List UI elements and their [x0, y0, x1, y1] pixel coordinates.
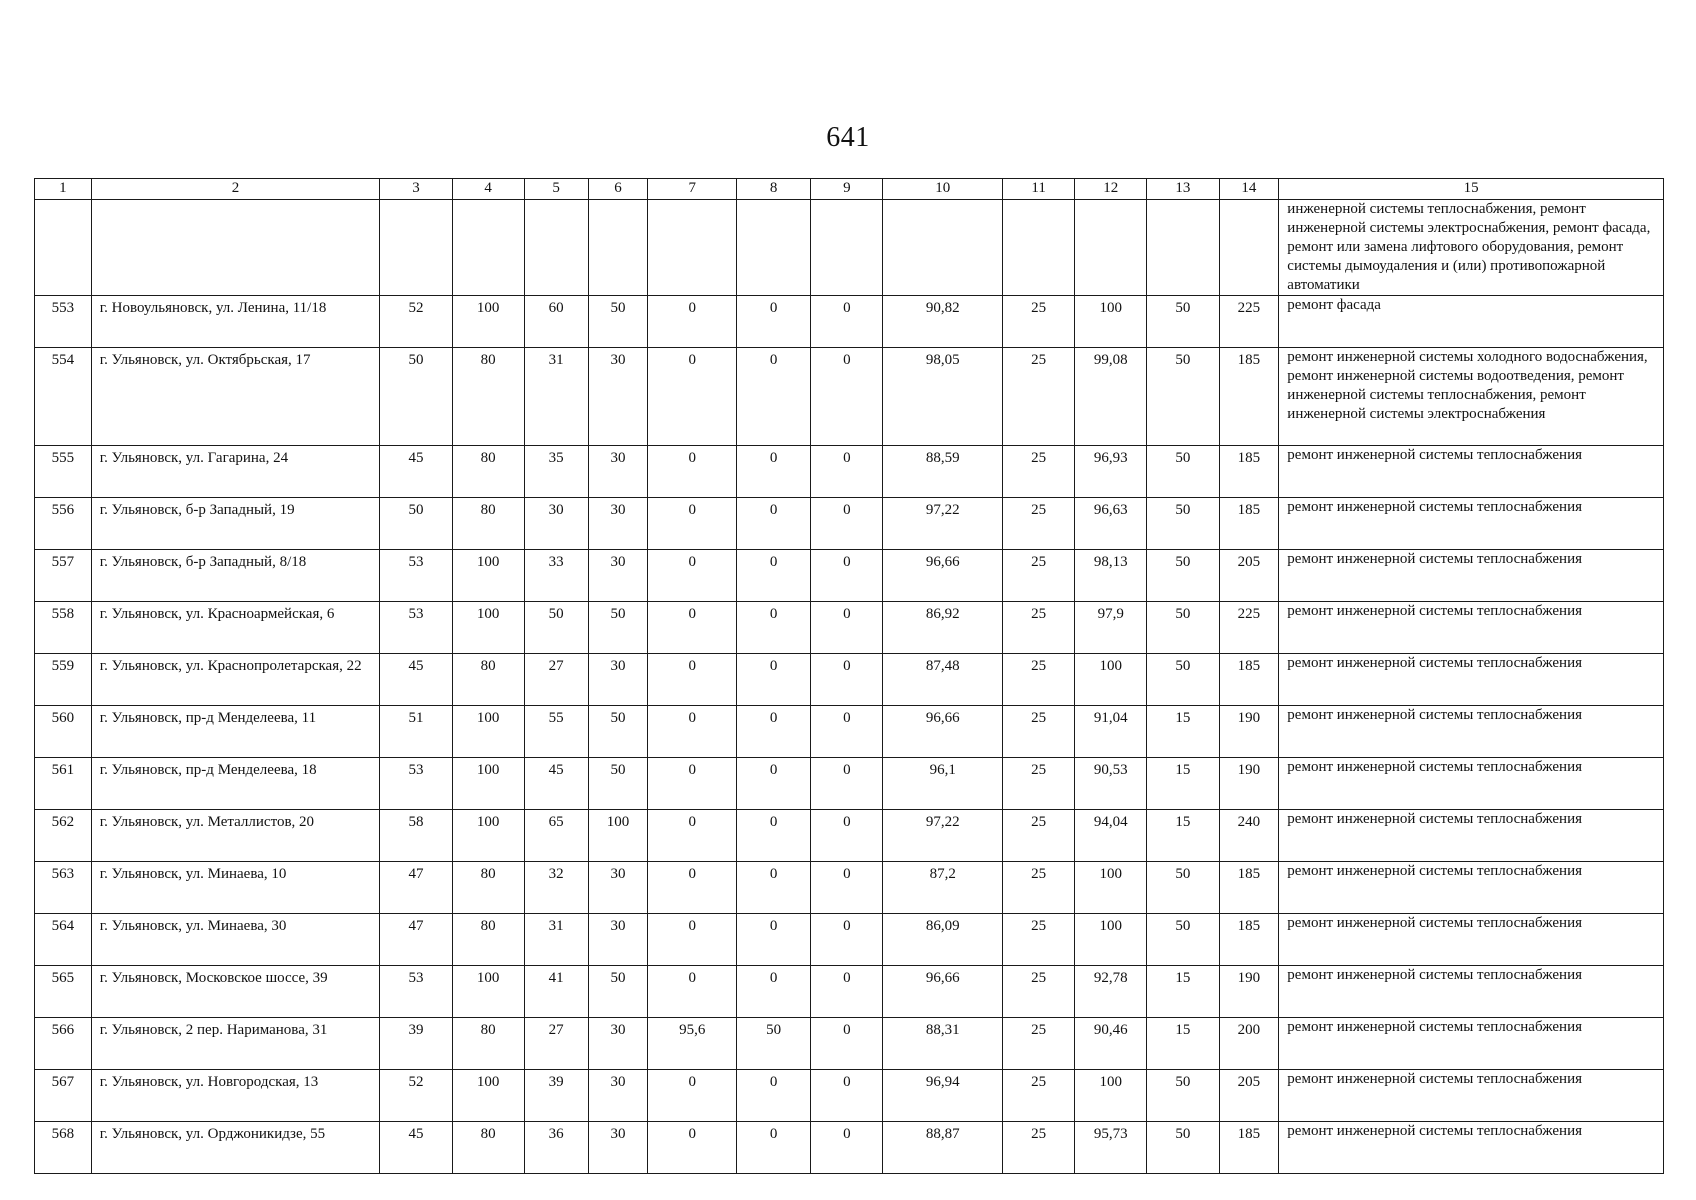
- value-cell-13: 50: [1147, 1122, 1219, 1174]
- value-cell-5: 30: [524, 498, 588, 550]
- column-header-14: 14: [1219, 179, 1279, 200]
- cell-empty: [452, 200, 524, 296]
- value-cell-10: 96,1: [883, 758, 1003, 810]
- column-header-12: 12: [1075, 179, 1147, 200]
- column-header-5: 5: [524, 179, 588, 200]
- value-cell-6: 30: [588, 654, 648, 706]
- address-cell: г. Ульяновск, ул. Минаева, 10: [91, 862, 380, 914]
- value-cell-11: 25: [1003, 966, 1075, 1018]
- value-cell-9: 0: [811, 810, 883, 862]
- row-number-cell: 568: [35, 1122, 92, 1174]
- value-cell-12: 100: [1075, 862, 1147, 914]
- value-cell-8: 0: [737, 498, 811, 550]
- value-cell-9: 0: [811, 706, 883, 758]
- column-header-8: 8: [737, 179, 811, 200]
- cell-empty: [883, 200, 1003, 296]
- table-row: [35, 810, 1664, 862]
- value-cell-10: 97,22: [883, 498, 1003, 550]
- value-cell-8: 0: [737, 602, 811, 654]
- value-cell-7: 0: [648, 1070, 737, 1122]
- value-cell-8: 0: [737, 966, 811, 1018]
- value-cell-11: 25: [1003, 1122, 1075, 1174]
- column-header-1: 1: [35, 179, 92, 200]
- value-cell-13: 15: [1147, 966, 1219, 1018]
- address-cell: г. Ульяновск, ул. Металлистов, 20: [91, 810, 380, 862]
- column-header-7: 7: [648, 179, 737, 200]
- value-cell-10: 96,66: [883, 706, 1003, 758]
- value-cell-9: 0: [811, 914, 883, 966]
- value-cell-11: 25: [1003, 1018, 1075, 1070]
- value-cell-9: 0: [811, 296, 883, 348]
- value-cell-5: 50: [524, 602, 588, 654]
- value-cell-4: 80: [452, 498, 524, 550]
- table-row: [35, 914, 1664, 966]
- column-header-11: 11: [1003, 179, 1075, 200]
- value-cell-11: 25: [1003, 914, 1075, 966]
- cell-empty: [811, 200, 883, 296]
- value-cell-7: 0: [648, 914, 737, 966]
- value-cell-3: 39: [380, 1018, 452, 1070]
- address-cell: г. Ульяновск, Московское шоссе, 39: [91, 966, 380, 1018]
- value-cell-3: 45: [380, 1122, 452, 1174]
- value-cell-8: 0: [737, 1122, 811, 1174]
- row-number-cell: 566: [35, 1018, 92, 1070]
- value-cell-13: 50: [1147, 446, 1219, 498]
- value-cell-3: 50: [380, 498, 452, 550]
- value-cell-3: 53: [380, 550, 452, 602]
- value-cell-14: 185: [1219, 348, 1279, 446]
- value-cell-5: 35: [524, 446, 588, 498]
- value-cell-12: 100: [1075, 914, 1147, 966]
- value-cell-8: 0: [737, 348, 811, 446]
- value-cell-12: 94,04: [1075, 810, 1147, 862]
- value-cell-10: 88,87: [883, 1122, 1003, 1174]
- value-cell-4: 80: [452, 1122, 524, 1174]
- address-cell: г. Ульяновск, пр-д Менделеева, 18: [91, 758, 380, 810]
- column-header-6: 6: [588, 179, 648, 200]
- value-cell-14: 205: [1219, 550, 1279, 602]
- value-cell-6: 30: [588, 1122, 648, 1174]
- value-cell-9: 0: [811, 446, 883, 498]
- value-cell-5: 39: [524, 1070, 588, 1122]
- value-cell-13: 50: [1147, 296, 1219, 348]
- column-header-15: 15: [1279, 179, 1664, 200]
- page-number: 641: [826, 122, 870, 153]
- value-cell-3: 52: [380, 1070, 452, 1122]
- value-cell-10: 86,92: [883, 602, 1003, 654]
- value-cell-7: 0: [648, 498, 737, 550]
- value-cell-6: 30: [588, 550, 648, 602]
- column-header-10: 10: [883, 179, 1003, 200]
- value-cell-5: 45: [524, 758, 588, 810]
- value-cell-9: 0: [811, 1018, 883, 1070]
- value-cell-14: 190: [1219, 966, 1279, 1018]
- table-row: [35, 602, 1664, 654]
- value-cell-10: 86,09: [883, 914, 1003, 966]
- address-cell: г. Ульяновск, б-р Западный, 19: [91, 498, 380, 550]
- value-cell-14: 240: [1219, 810, 1279, 862]
- value-cell-9: 0: [811, 348, 883, 446]
- table-row: [35, 446, 1664, 498]
- value-cell-7: 0: [648, 602, 737, 654]
- value-cell-5: 55: [524, 706, 588, 758]
- value-cell-13: 50: [1147, 862, 1219, 914]
- value-cell-6: 50: [588, 758, 648, 810]
- work-type-cell: ремонт инженерной системы теплоснабжения: [1279, 966, 1664, 1018]
- table-row: [35, 966, 1664, 1018]
- value-cell-4: 100: [452, 706, 524, 758]
- value-cell-7: 0: [648, 654, 737, 706]
- value-cell-3: 53: [380, 758, 452, 810]
- address-cell: г. Ульяновск, ул. Краснопролетарская, 22: [91, 654, 380, 706]
- work-type-cell: ремонт инженерной системы теплоснабжения: [1279, 1070, 1664, 1122]
- work-type-cell: ремонт инженерной системы теплоснабжения: [1279, 446, 1664, 498]
- repair-register-table: [34, 178, 1664, 1174]
- value-cell-14: 200: [1219, 1018, 1279, 1070]
- value-cell-5: 27: [524, 1018, 588, 1070]
- value-cell-3: 58: [380, 810, 452, 862]
- value-cell-7: 0: [648, 446, 737, 498]
- work-type-cell: ремонт инженерной системы теплоснабжения: [1279, 706, 1664, 758]
- work-type-cell: ремонт инженерной системы теплоснабжения: [1279, 758, 1664, 810]
- address-cell: г. Ульяновск, ул. Гагарина, 24: [91, 446, 380, 498]
- value-cell-13: 15: [1147, 810, 1219, 862]
- value-cell-9: 0: [811, 602, 883, 654]
- value-cell-5: 27: [524, 654, 588, 706]
- value-cell-12: 96,63: [1075, 498, 1147, 550]
- value-cell-4: 80: [452, 862, 524, 914]
- value-cell-4: 100: [452, 602, 524, 654]
- value-cell-8: 0: [737, 758, 811, 810]
- value-cell-11: 25: [1003, 758, 1075, 810]
- value-cell-14: 225: [1219, 296, 1279, 348]
- value-cell-14: 225: [1219, 602, 1279, 654]
- value-cell-6: 50: [588, 706, 648, 758]
- cell-empty: [380, 200, 452, 296]
- value-cell-7: 0: [648, 810, 737, 862]
- value-cell-8: 0: [737, 810, 811, 862]
- value-cell-6: 50: [588, 296, 648, 348]
- value-cell-8: 0: [737, 914, 811, 966]
- value-cell-7: 0: [648, 758, 737, 810]
- value-cell-5: 41: [524, 966, 588, 1018]
- value-cell-12: 98,13: [1075, 550, 1147, 602]
- work-type-cell: ремонт инженерной системы теплоснабжения: [1279, 602, 1664, 654]
- value-cell-3: 52: [380, 296, 452, 348]
- value-cell-4: 80: [452, 348, 524, 446]
- table-row: [35, 862, 1664, 914]
- value-cell-9: 0: [811, 862, 883, 914]
- row-number-cell: 554: [35, 348, 92, 446]
- column-header-9: 9: [811, 179, 883, 200]
- work-type-cell: ремонт инженерной системы теплоснабжения: [1279, 1122, 1664, 1174]
- work-type-cell: ремонт инженерной системы теплоснабжения: [1279, 810, 1664, 862]
- value-cell-13: 50: [1147, 654, 1219, 706]
- table-header: [35, 179, 1664, 200]
- address-cell: г. Ульяновск, ул. Красноармейская, 6: [91, 602, 380, 654]
- cell-empty: [91, 200, 380, 296]
- row-number-cell: 559: [35, 654, 92, 706]
- address-cell: г. Новоульяновск, ул. Ленина, 11/18: [91, 296, 380, 348]
- value-cell-9: 0: [811, 758, 883, 810]
- value-cell-11: 25: [1003, 1070, 1075, 1122]
- value-cell-8: 0: [737, 654, 811, 706]
- work-type-cell: ремонт инженерной системы теплоснабжения: [1279, 498, 1664, 550]
- value-cell-4: 80: [452, 446, 524, 498]
- value-cell-10: 96,66: [883, 550, 1003, 602]
- value-cell-7: 0: [648, 296, 737, 348]
- value-cell-3: 51: [380, 706, 452, 758]
- value-cell-10: 90,82: [883, 296, 1003, 348]
- address-cell: г. Ульяновск, ул. Минаева, 30: [91, 914, 380, 966]
- value-cell-10: 88,31: [883, 1018, 1003, 1070]
- value-cell-8: 50: [737, 1018, 811, 1070]
- value-cell-11: 25: [1003, 296, 1075, 348]
- table-row: [35, 296, 1664, 348]
- value-cell-6: 30: [588, 1070, 648, 1122]
- value-cell-11: 25: [1003, 602, 1075, 654]
- value-cell-12: 90,46: [1075, 1018, 1147, 1070]
- value-cell-14: 185: [1219, 654, 1279, 706]
- column-header-13: 13: [1147, 179, 1219, 200]
- value-cell-6: 30: [588, 862, 648, 914]
- table-row: [35, 1070, 1664, 1122]
- column-header-3: 3: [380, 179, 452, 200]
- value-cell-12: 90,53: [1075, 758, 1147, 810]
- value-cell-4: 100: [452, 296, 524, 348]
- cell-empty: [588, 200, 648, 296]
- value-cell-10: 87,2: [883, 862, 1003, 914]
- value-cell-12: 96,93: [1075, 446, 1147, 498]
- value-cell-4: 100: [452, 1070, 524, 1122]
- cell-empty: [1147, 200, 1219, 296]
- address-cell: г. Ульяновск, ул. Новгородская, 13: [91, 1070, 380, 1122]
- value-cell-8: 0: [737, 706, 811, 758]
- value-cell-11: 25: [1003, 810, 1075, 862]
- value-cell-14: 205: [1219, 1070, 1279, 1122]
- value-cell-6: 30: [588, 498, 648, 550]
- table-row: [35, 348, 1664, 446]
- value-cell-4: 100: [452, 758, 524, 810]
- value-cell-4: 100: [452, 966, 524, 1018]
- continuation-row: [35, 200, 1664, 296]
- address-cell: г. Ульяновск, 2 пер. Нариманова, 31: [91, 1018, 380, 1070]
- value-cell-10: 88,59: [883, 446, 1003, 498]
- value-cell-5: 31: [524, 348, 588, 446]
- value-cell-9: 0: [811, 550, 883, 602]
- value-cell-12: 100: [1075, 1070, 1147, 1122]
- work-type-cell: ремонт инженерной системы теплоснабжения: [1279, 914, 1664, 966]
- row-number-cell: 565: [35, 966, 92, 1018]
- row-number-cell: 567: [35, 1070, 92, 1122]
- value-cell-13: 50: [1147, 348, 1219, 446]
- value-cell-3: 53: [380, 602, 452, 654]
- row-number-cell: 555: [35, 446, 92, 498]
- value-cell-7: 0: [648, 862, 737, 914]
- table-row: [35, 758, 1664, 810]
- value-cell-10: 96,66: [883, 966, 1003, 1018]
- row-number-cell: 564: [35, 914, 92, 966]
- value-cell-12: 91,04: [1075, 706, 1147, 758]
- value-cell-6: 30: [588, 1018, 648, 1070]
- value-cell-13: 50: [1147, 1070, 1219, 1122]
- table-row: [35, 550, 1664, 602]
- work-type-cell: ремонт инженерной системы теплоснабжения: [1279, 550, 1664, 602]
- value-cell-4: 80: [452, 654, 524, 706]
- work-type-cell: ремонт инженерной системы теплоснабжения: [1279, 1018, 1664, 1070]
- row-number-cell: 563: [35, 862, 92, 914]
- value-cell-14: 190: [1219, 706, 1279, 758]
- cell-empty: [1003, 200, 1075, 296]
- value-cell-12: 92,78: [1075, 966, 1147, 1018]
- table-row: [35, 1018, 1664, 1070]
- value-cell-6: 30: [588, 348, 648, 446]
- cell-empty: [524, 200, 588, 296]
- cell-empty: [737, 200, 811, 296]
- table-row: [35, 654, 1664, 706]
- value-cell-7: 0: [648, 348, 737, 446]
- value-cell-14: 185: [1219, 862, 1279, 914]
- value-cell-9: 0: [811, 1122, 883, 1174]
- value-cell-12: 97,9: [1075, 602, 1147, 654]
- value-cell-12: 100: [1075, 296, 1147, 348]
- cell-empty: [1075, 200, 1147, 296]
- value-cell-10: 87,48: [883, 654, 1003, 706]
- value-cell-4: 80: [452, 1018, 524, 1070]
- work-type-cell: ремонт инженерной системы теплоснабжения: [1279, 862, 1664, 914]
- value-cell-7: 0: [648, 966, 737, 1018]
- value-cell-12: 100: [1075, 654, 1147, 706]
- address-cell: г. Ульяновск, ул. Октябрьская, 17: [91, 348, 380, 446]
- work-type-cell: ремонт инженерной системы теплоснабжения: [1279, 654, 1664, 706]
- value-cell-14: 185: [1219, 914, 1279, 966]
- row-number-cell: 560: [35, 706, 92, 758]
- value-cell-11: 25: [1003, 654, 1075, 706]
- row-number-cell: 562: [35, 810, 92, 862]
- value-cell-6: 30: [588, 446, 648, 498]
- value-cell-8: 0: [737, 446, 811, 498]
- row-number-cell: 553: [35, 296, 92, 348]
- column-header-2: 2: [91, 179, 380, 200]
- value-cell-6: 100: [588, 810, 648, 862]
- value-cell-11: 25: [1003, 862, 1075, 914]
- value-cell-8: 0: [737, 1070, 811, 1122]
- value-cell-7: 0: [648, 550, 737, 602]
- value-cell-13: 50: [1147, 498, 1219, 550]
- row-number-cell: 561: [35, 758, 92, 810]
- work-type-cell: ремонт фасада: [1279, 296, 1664, 348]
- value-cell-5: 32: [524, 862, 588, 914]
- value-cell-14: 185: [1219, 498, 1279, 550]
- value-cell-9: 0: [811, 654, 883, 706]
- value-cell-5: 60: [524, 296, 588, 348]
- column-header-4: 4: [452, 179, 524, 200]
- value-cell-9: 0: [811, 1070, 883, 1122]
- value-cell-3: 47: [380, 914, 452, 966]
- table-body: [35, 200, 1664, 1174]
- value-cell-8: 0: [737, 296, 811, 348]
- value-cell-11: 25: [1003, 706, 1075, 758]
- value-cell-13: 50: [1147, 602, 1219, 654]
- value-cell-11: 25: [1003, 550, 1075, 602]
- continued-work-description: инженерной системы теплоснабжения, ремонт инженерной системы электроснабжения, ремонт фасада, ремонт или замена лифтового оборудования, ремонт системы дымоудаления и (или) противопожарной автоматики: [1279, 200, 1664, 296]
- value-cell-6: 30: [588, 914, 648, 966]
- cell-empty: [35, 200, 92, 296]
- value-cell-10: 98,05: [883, 348, 1003, 446]
- value-cell-3: 53: [380, 966, 452, 1018]
- address-cell: г. Ульяновск, б-р Западный, 8/18: [91, 550, 380, 602]
- value-cell-10: 96,94: [883, 1070, 1003, 1122]
- value-cell-3: 45: [380, 446, 452, 498]
- address-cell: г. Ульяновск, ул. Орджоникидзе, 55: [91, 1122, 380, 1174]
- value-cell-5: 65: [524, 810, 588, 862]
- value-cell-6: 50: [588, 966, 648, 1018]
- address-cell: г. Ульяновск, пр-д Менделеева, 11: [91, 706, 380, 758]
- table-row: [35, 706, 1664, 758]
- value-cell-13: 50: [1147, 914, 1219, 966]
- value-cell-8: 0: [737, 862, 811, 914]
- value-cell-13: 15: [1147, 1018, 1219, 1070]
- value-cell-8: 0: [737, 550, 811, 602]
- value-cell-11: 25: [1003, 498, 1075, 550]
- value-cell-3: 45: [380, 654, 452, 706]
- table-row: [35, 1122, 1664, 1174]
- value-cell-13: 15: [1147, 706, 1219, 758]
- value-cell-11: 25: [1003, 348, 1075, 446]
- value-cell-7: 0: [648, 706, 737, 758]
- table-row: [35, 498, 1664, 550]
- value-cell-10: 97,22: [883, 810, 1003, 862]
- value-cell-5: 33: [524, 550, 588, 602]
- value-cell-11: 25: [1003, 446, 1075, 498]
- value-cell-4: 100: [452, 810, 524, 862]
- value-cell-13: 15: [1147, 758, 1219, 810]
- value-cell-5: 36: [524, 1122, 588, 1174]
- cell-empty: [1219, 200, 1279, 296]
- value-cell-14: 190: [1219, 758, 1279, 810]
- row-number-cell: 557: [35, 550, 92, 602]
- work-type-cell: ремонт инженерной системы холодного водоснабжения, ремонт инженерной системы водоотведения, ремонт инженерной системы теплоснабжения, ремонт инженерной системы электроснабжения: [1279, 348, 1664, 446]
- row-number-cell: 558: [35, 602, 92, 654]
- value-cell-14: 185: [1219, 1122, 1279, 1174]
- value-cell-12: 99,08: [1075, 348, 1147, 446]
- value-cell-13: 50: [1147, 550, 1219, 602]
- value-cell-4: 100: [452, 550, 524, 602]
- value-cell-7: 0: [648, 1122, 737, 1174]
- value-cell-9: 0: [811, 498, 883, 550]
- value-cell-5: 31: [524, 914, 588, 966]
- value-cell-6: 50: [588, 602, 648, 654]
- cell-empty: [648, 200, 737, 296]
- value-cell-9: 0: [811, 966, 883, 1018]
- row-number-cell: 556: [35, 498, 92, 550]
- value-cell-12: 95,73: [1075, 1122, 1147, 1174]
- value-cell-3: 50: [380, 348, 452, 446]
- value-cell-14: 185: [1219, 446, 1279, 498]
- value-cell-4: 80: [452, 914, 524, 966]
- value-cell-7: 95,6: [648, 1018, 737, 1070]
- value-cell-3: 47: [380, 862, 452, 914]
